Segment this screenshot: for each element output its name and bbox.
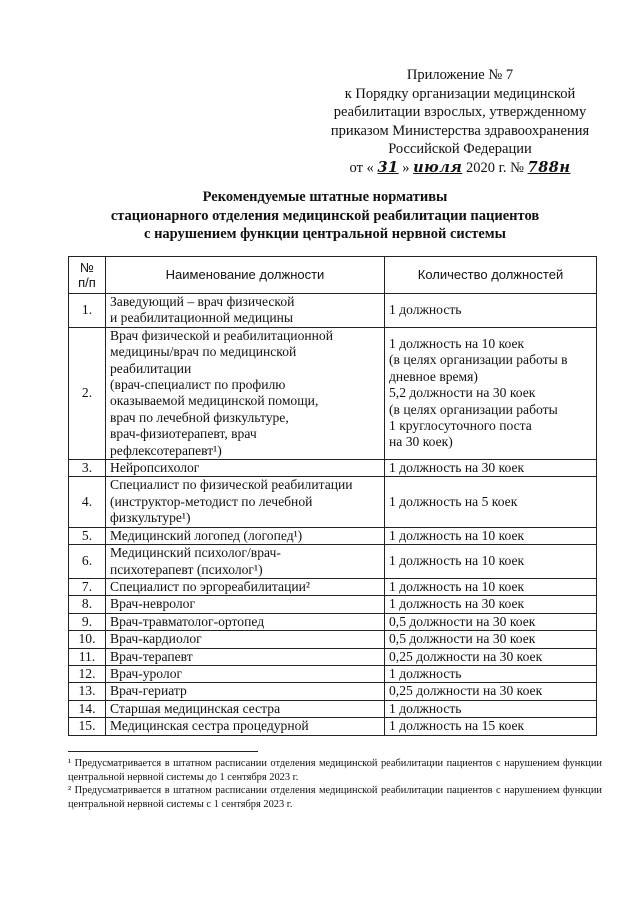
table-row: [69, 477, 597, 527]
annex-date-line: [300, 159, 620, 178]
position-name: Заведующий – врач физической и реабилитационной медицины: [106, 294, 385, 328]
position-name: Врач-гериатр: [106, 683, 385, 700]
position-name: Врач-кардиолог: [106, 631, 385, 648]
row-number: 15.: [69, 718, 106, 735]
row-number: 10.: [69, 631, 106, 648]
position-quantity: 1 должность на 5 коек: [385, 477, 597, 527]
position-name: Врач-невролог: [106, 596, 385, 613]
annex-line-4: приказом Министерства здравоохранения: [330, 122, 590, 139]
table-row: [69, 700, 597, 717]
table-row: [69, 613, 597, 630]
row-number: 4.: [69, 477, 106, 527]
table-row: [69, 578, 597, 595]
row-number: 9.: [69, 613, 106, 630]
position-quantity: 1 должность: [385, 294, 597, 328]
table-row: [69, 596, 597, 613]
position-quantity: 1 должность на 10 коек: [385, 545, 597, 579]
position-name: Врач-уролог: [106, 665, 385, 682]
staffing-table: [68, 256, 597, 736]
table-row: [69, 460, 597, 477]
position-quantity: 1 должность на 10 коек: [385, 527, 597, 544]
footnotes: [68, 757, 602, 811]
date-prefix: от «: [349, 159, 374, 176]
annex-line-3: реабилитации взрослых, утвержденному: [333, 104, 587, 120]
position-quantity: 0,5 должности на 30 коек: [385, 631, 597, 648]
footnote-2: ² Предусматривается в штатном расписании отделения медицинской реабилитации пациентов с нарушением функции центральной нервной системы с 1 сентября 2023 г.: [68, 785, 602, 810]
document-title: [60, 188, 590, 244]
header-num: № п/п: [69, 257, 106, 294]
position-name: Врач-травматолог-ортопед: [106, 613, 385, 630]
header-name: Наименование должности: [106, 257, 385, 294]
row-number: 2.: [69, 327, 106, 459]
table-row: [69, 327, 597, 459]
position-name: Нейропсихолог: [106, 460, 385, 477]
position-quantity: 1 должность на 30 коек: [385, 596, 597, 613]
table-row: [69, 718, 597, 735]
title-line-1: Рекомендуемые штатные нормативы: [202, 189, 448, 205]
position-quantity: 1 должность: [385, 665, 597, 682]
row-number: 12.: [69, 665, 106, 682]
row-number: 14.: [69, 700, 106, 717]
position-name: Специалист по физической реабилитации (инструктор-методист по лечебной физкультуре¹): [106, 477, 385, 527]
position-quantity: 1 должность: [385, 700, 597, 717]
table-row: [69, 631, 597, 648]
row-number: 8.: [69, 596, 106, 613]
table-header-row: [69, 257, 597, 294]
row-number: 6.: [69, 545, 106, 579]
table-row: [69, 665, 597, 682]
table-row: [69, 294, 597, 328]
footnote-1: ¹ Предусматривается в штатном расписании отделения медицинской реабилитации пациентов с нарушением функции центральной нервной системы до 1 сентября 2023 г.: [68, 758, 602, 783]
position-name: Медицинский логопед (логопед¹): [106, 527, 385, 544]
row-number: 11.: [69, 648, 106, 665]
table-body: [69, 294, 597, 736]
position-quantity: 1 должность на 10 коек (в целях организации работы в дневное время) 5,2 должности на 30 коек (в целях организации работы 1 круглосуточного поста на 30 коек): [385, 327, 597, 459]
position-name: Врач физической и реабилитационной медицины/врач по медицинской реабилитации (врач-специалист по профилю оказываемой медицинской помощи, врач по лечебной физкультуре, врач-физиотерапевт, врач рефлексотерапевт¹): [106, 327, 385, 459]
table-row: [69, 527, 597, 544]
header-qty: Количество должностей: [385, 257, 597, 294]
date-day: 31: [377, 158, 399, 176]
row-number: 3.: [69, 460, 106, 477]
annex-number: Приложение № 7: [406, 67, 514, 83]
table-row: [69, 683, 597, 700]
position-quantity: 1 должность на 15 коек: [385, 718, 597, 735]
position-name: Врач-терапевт: [106, 648, 385, 665]
table-row: [69, 545, 597, 579]
position-name: Медицинская сестра процедурной: [106, 718, 385, 735]
position-quantity: 1 должность на 10 коек: [385, 578, 597, 595]
date-mid: »: [402, 159, 410, 176]
position-quantity: 0,25 должности на 30 коек: [385, 648, 597, 665]
annex-line-2: к Порядку организации медицинской: [344, 85, 576, 102]
annex-header: [300, 66, 620, 177]
title-line-2: стационарного отделения медицинской реабилитации пациентов: [110, 207, 540, 224]
date-year: 2020 г. №: [465, 159, 524, 176]
position-quantity: 1 должность на 30 коек: [385, 460, 597, 477]
table-row: [69, 648, 597, 665]
position-name: Медицинский психолог/врач- психотерапевт (психолог¹): [106, 545, 385, 579]
annex-line-5: Российской Федерации: [388, 141, 532, 157]
footnote-divider: [68, 751, 258, 752]
row-number: 5.: [69, 527, 106, 544]
position-name: Специалист по эргореабилитации²: [106, 578, 385, 595]
position-quantity: 0,25 должности на 30 коек: [385, 683, 597, 700]
order-number: 788н: [527, 158, 571, 176]
row-number: 1.: [69, 294, 106, 328]
title-line-3: с нарушением функции центральной нервной системы: [144, 226, 506, 242]
position-quantity: 0,5 должности на 30 коек: [385, 613, 597, 630]
row-number: 13.: [69, 683, 106, 700]
position-name: Старшая медицинская сестра: [106, 700, 385, 717]
row-number: 7.: [69, 578, 106, 595]
date-month: июля: [413, 158, 463, 176]
